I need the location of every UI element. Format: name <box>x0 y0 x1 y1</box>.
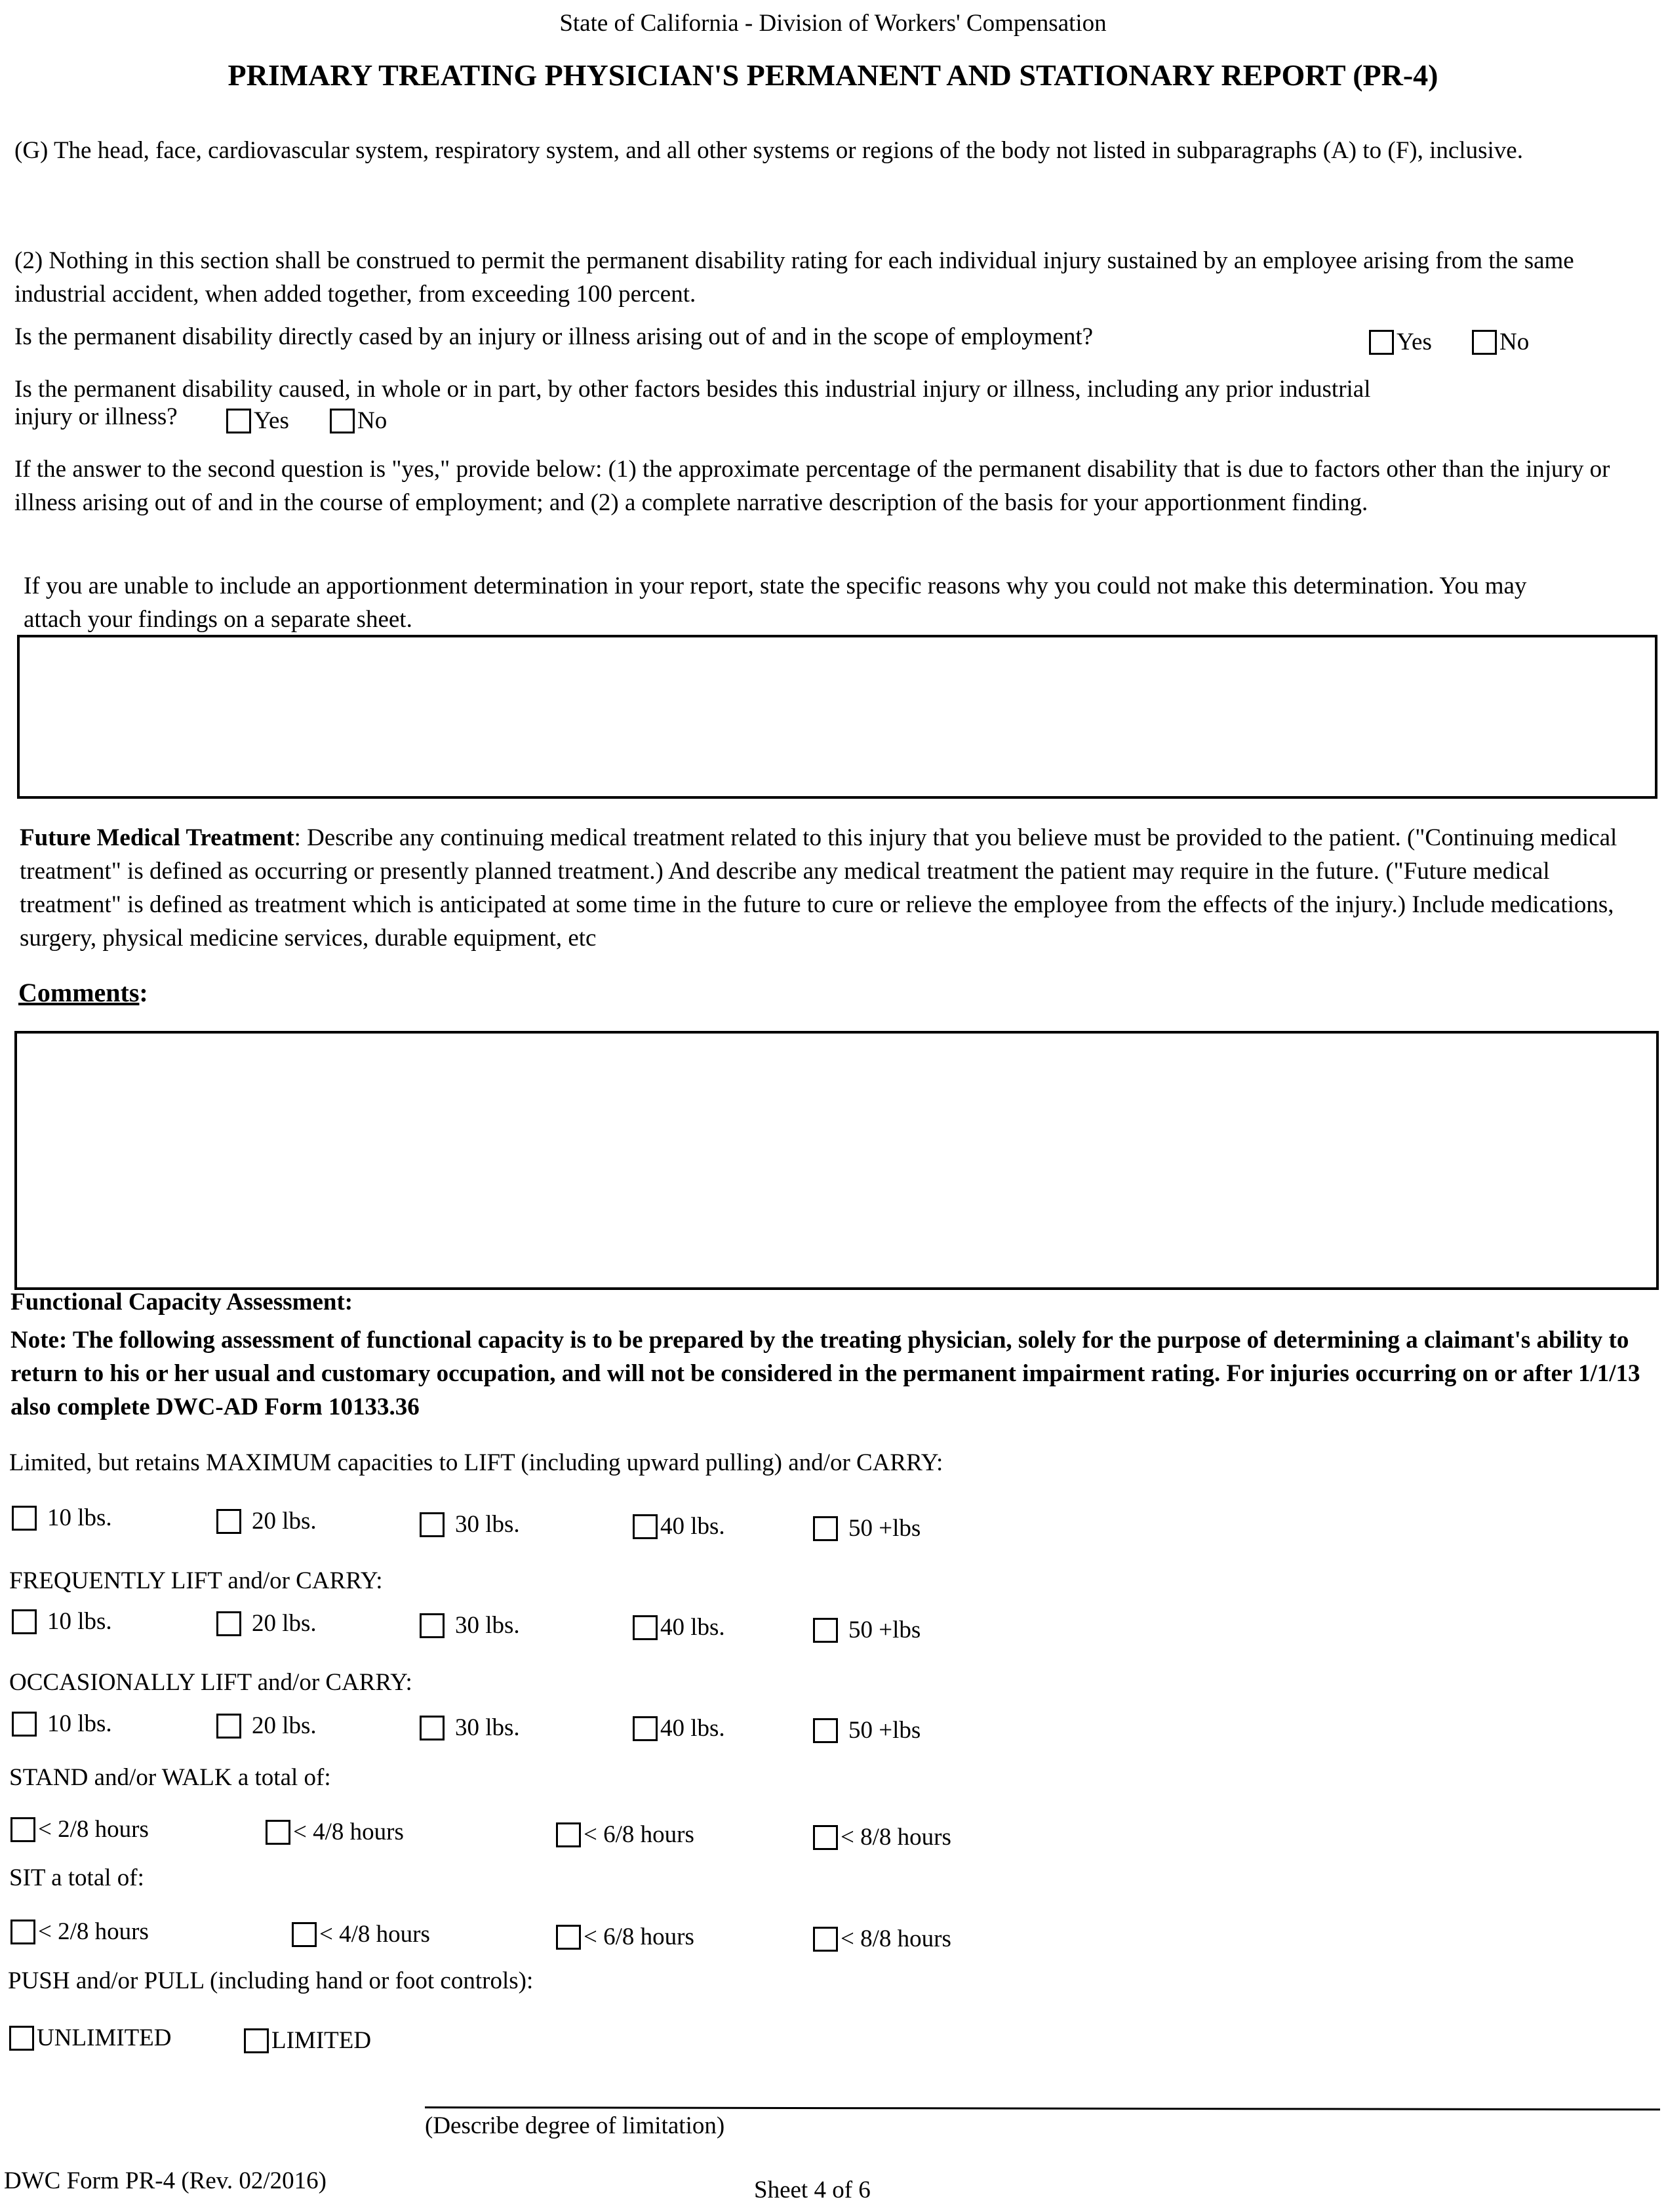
stand-walk-checkbox[interactable] <box>556 1822 581 1847</box>
occ-lift-option[interactable] <box>633 1714 725 1742</box>
freq-lift-option-label: 20 lbs. <box>252 1610 317 1637</box>
max-lift-option[interactable] <box>813 1514 921 1542</box>
future-medical-label: Future Medical Treatment <box>20 824 294 851</box>
q2-no-checkbox[interactable] <box>330 409 355 433</box>
fca-title: Functional Capacity Assessment: <box>10 1289 353 1316</box>
stand-walk-label: STAND and/or WALK a total of: <box>9 1764 331 1791</box>
occ-lift-option-label: 40 lbs. <box>660 1715 725 1742</box>
push-pull-limited-label: LIMITED <box>271 2027 372 2054</box>
fca-note: Note: The following assessment of functional capacity is to be prepared by the treating physician, solely for the purpose of determining a claimant's ability to return to his or her usual and customary occupation, and will not be considered in the permanent impairment rating. For injuries occurring on or after 1/1/13 also complete DWC-AD Form 10133.36 <box>10 1327 1640 1420</box>
freq-lift-option-label: 10 lbs. <box>47 1608 112 1635</box>
sit-option-label: < 6/8 hours <box>584 1923 694 1950</box>
page-title: PRIMARY TREATING PHYSICIAN'S PERMANENT AND STATIONARY REPORT (PR-4) <box>228 58 1438 92</box>
paragraph-2: (2) Nothing in this section shall be construed to permit the permanent disability rating for each individual injury sustained by an employee arising from the same industrial accident, when added together, from exceeding 100 percent. <box>14 247 1574 308</box>
question-other-factors-line2: injury or illness? <box>14 403 178 430</box>
max-lift-option-label: 50 +lbs <box>848 1515 921 1542</box>
occ-lift-checkbox[interactable] <box>813 1718 838 1743</box>
stand-walk-option[interactable] <box>266 1818 404 1846</box>
push-pull-label: PUSH and/or PULL (including hand or foot controls): <box>8 1967 534 1994</box>
freq-lift-option[interactable] <box>216 1609 317 1638</box>
sit-option[interactable] <box>556 1923 694 1951</box>
max-lift-option-label: 10 lbs. <box>47 1504 112 1531</box>
comments-textbox[interactable] <box>14 1031 1659 1290</box>
freq-lift-checkbox[interactable] <box>216 1611 241 1636</box>
sheet-number: Sheet 4 of 6 <box>754 2177 871 2203</box>
max-lift-option[interactable] <box>12 1504 112 1532</box>
max-lift-option[interactable] <box>633 1512 725 1540</box>
sit-checkbox[interactable] <box>292 1922 317 1947</box>
stand-walk-option[interactable] <box>556 1820 694 1849</box>
sit-option[interactable] <box>813 1925 951 1953</box>
push-pull-limited-checkbox[interactable] <box>244 2028 269 2053</box>
stand-walk-option-label: < 2/8 hours <box>38 1816 149 1843</box>
form-identifier: DWC Form PR-4 (Rev. 02/2016) <box>4 2167 327 2194</box>
comments-label: Comments <box>18 978 140 1007</box>
occ-lift-option[interactable] <box>420 1714 520 1742</box>
occ-lift-checkbox[interactable] <box>633 1716 658 1741</box>
push-pull-unlimited-label: UNLIMITED <box>37 2024 172 2051</box>
q2-yes-option[interactable] <box>226 407 289 435</box>
freq-lift-checkbox[interactable] <box>12 1609 37 1634</box>
push-pull-unlimited-option[interactable] <box>9 2024 172 2052</box>
sit-label: SIT a total of: <box>9 1864 144 1891</box>
freq-lift-option[interactable] <box>420 1611 520 1639</box>
occ-lift-option[interactable] <box>12 1710 112 1738</box>
max-lift-option[interactable] <box>420 1510 520 1538</box>
occ-lift-checkbox[interactable] <box>12 1712 37 1737</box>
question-direct-cause: Is the permanent disability directly cased by an injury or illness arising out of and in the scope of employment? <box>14 323 1094 350</box>
q2-no-label: No <box>357 407 387 434</box>
push-pull-limited-option[interactable] <box>244 2026 371 2055</box>
max-lift-option[interactable] <box>216 1507 317 1535</box>
question-other-factors: Is the permanent disability caused, in whole or in part, by other factors besides this industrial injury or illness, including any prior industrial <box>14 376 1371 403</box>
apportionment-textbox[interactable] <box>17 635 1657 799</box>
occ-lift-option[interactable] <box>216 1712 317 1740</box>
sit-option[interactable] <box>292 1920 430 1948</box>
q2-no-option[interactable] <box>330 407 387 435</box>
freq-lift-option[interactable] <box>633 1613 725 1641</box>
occ-lift-option[interactable] <box>813 1716 921 1744</box>
occ-lift-option-label: 20 lbs. <box>252 1712 317 1739</box>
max-lift-option-label: 30 lbs. <box>455 1511 520 1538</box>
stand-walk-checkbox[interactable] <box>10 1817 35 1842</box>
max-lift-checkbox[interactable] <box>813 1516 838 1541</box>
q2-yes-label: Yes <box>254 407 289 434</box>
stand-walk-checkbox[interactable] <box>266 1820 290 1845</box>
q1-no-checkbox[interactable] <box>1472 330 1497 355</box>
freq-lift-label: FREQUENTLY LIFT and/or CARRY: <box>9 1567 383 1594</box>
q2-yes-checkbox[interactable] <box>226 409 251 433</box>
occ-lift-checkbox[interactable] <box>216 1714 241 1739</box>
q1-no-label: No <box>1499 329 1530 355</box>
max-lift-option-label: 20 lbs. <box>252 1508 317 1535</box>
unable-instructions: If you are unable to include an apportionment determination in your report, state the specific reasons why you could not make this determination. You may attach your findings on a separate sheet. <box>24 573 1527 633</box>
agency-name: State of California - Division of Workers' Compensation <box>559 10 1107 37</box>
max-lift-checkbox[interactable] <box>12 1506 37 1531</box>
sit-checkbox[interactable] <box>556 1925 581 1950</box>
max-lift-checkbox[interactable] <box>420 1512 445 1537</box>
occ-lift-option-label: 50 +lbs <box>848 1717 921 1744</box>
stand-walk-option-label: < 6/8 hours <box>584 1821 694 1848</box>
freq-lift-checkbox[interactable] <box>813 1618 838 1643</box>
sit-option-label: < 2/8 hours <box>38 1918 149 1945</box>
occ-lift-checkbox[interactable] <box>420 1716 445 1740</box>
q1-yes-label: Yes <box>1397 329 1432 355</box>
stand-walk-option-label: < 4/8 hours <box>293 1819 404 1845</box>
freq-lift-option-label: 30 lbs. <box>455 1612 520 1639</box>
freq-lift-checkbox[interactable] <box>633 1615 658 1640</box>
occ-lift-option-label: 10 lbs. <box>47 1710 112 1737</box>
q1-no-option[interactable] <box>1472 328 1529 356</box>
sit-option[interactable] <box>10 1918 149 1946</box>
freq-lift-option[interactable] <box>813 1616 921 1644</box>
occ-lift-label: OCCASIONALLY LIFT and/or CARRY: <box>9 1669 412 1696</box>
comments-heading <box>18 977 148 1008</box>
freq-lift-option-label: 40 lbs. <box>660 1614 725 1641</box>
sit-checkbox[interactable] <box>10 1920 35 1944</box>
q1-yes-option[interactable] <box>1369 328 1432 356</box>
apportionment-instructions: If the answer to the second question is "yes," provide below: (1) the approximate percentage of the permanent disability that is due to factors other than the injury or illness arising out of and in the course of employment; and (2) a complete narrative description of the basis for your apportionment finding. <box>14 456 1610 516</box>
future-medical-treatment <box>20 821 1652 955</box>
future-medical-text: : Describe any continuing medical treatment related to this injury that you believe must be provided to the patient. ("Continuing medical treatment" is defined as occurring or presently planned treatment.) And describe any medical treatment the patient may require in the future. ("Future medical treatment" is defined as treatment which is anticipated at some time in the future to cure or relieve the employee from the effects of the injury.) Include medications, surgery, physical medicine services, durable equipment, etc <box>20 824 1617 952</box>
freq-lift-option[interactable] <box>12 1607 112 1636</box>
paragraph-g: (G) The head, face, cardiovascular system, respiratory system, and all other systems or regions of the body not listed in subparagraphs (A) to (F), inclusive. <box>14 137 1523 164</box>
stand-walk-option[interactable] <box>813 1823 951 1851</box>
sit-option-label: < 4/8 hours <box>319 1921 430 1948</box>
max-lift-checkbox[interactable] <box>633 1514 658 1539</box>
max-lift-checkbox[interactable] <box>216 1509 241 1534</box>
max-lift-option-label: 40 lbs. <box>660 1513 725 1540</box>
sit-option-label: < 8/8 hours <box>841 1925 951 1952</box>
push-pull-unlimited-checkbox[interactable] <box>9 2026 34 2051</box>
q1-yes-checkbox[interactable] <box>1369 330 1394 355</box>
occ-lift-option-label: 30 lbs. <box>455 1714 520 1741</box>
limitation-description-caption: (Describe degree of limitation) <box>425 2112 725 2139</box>
freq-lift-option-label: 50 +lbs <box>848 1617 921 1643</box>
comments-colon: : <box>139 978 148 1007</box>
max-lift-label: Limited, but retains MAXIMUM capacities to LIFT (including upward pulling) and/or CARRY: <box>9 1449 943 1476</box>
sit-checkbox[interactable] <box>813 1927 838 1952</box>
freq-lift-checkbox[interactable] <box>420 1613 445 1638</box>
stand-walk-option[interactable] <box>10 1815 149 1843</box>
stand-walk-option-label: < 8/8 hours <box>841 1824 951 1851</box>
stand-walk-checkbox[interactable] <box>813 1825 838 1850</box>
